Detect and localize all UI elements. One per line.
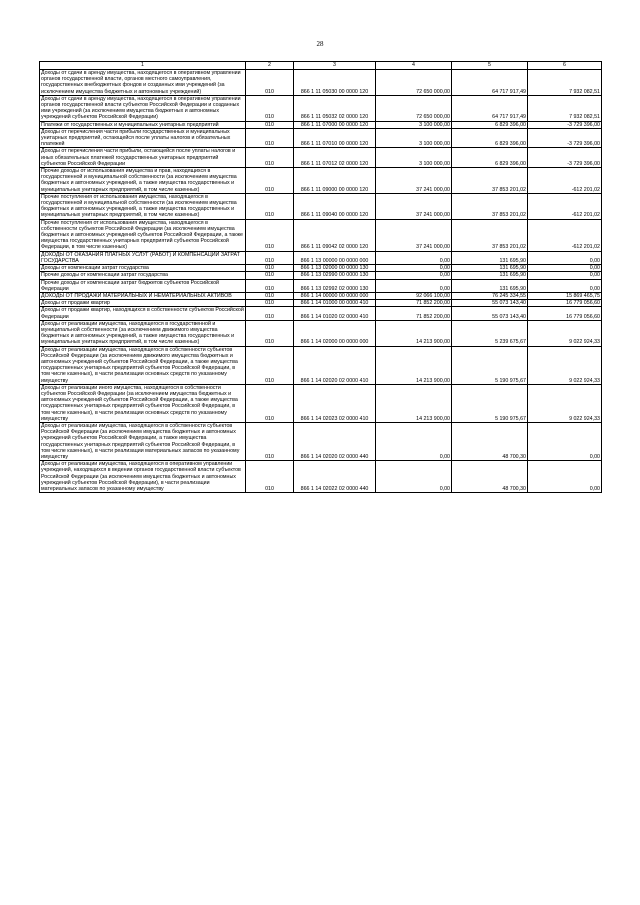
unexecuted-amount-cell: 0,00 [528, 422, 602, 460]
line-code-cell: 010 [246, 307, 294, 320]
indicator-name-cell: ДОХОДЫ ОТ ОКАЗАНИЯ ПЛАТНЫХ УСЛУГ (РАБОТ) И КОМПЕНСАЦИИ ЗАТРАТ ГОСУДАРСТВА [40, 251, 246, 264]
revenue-code-cell: 866 1 14 02020 02 0000 440 [294, 422, 376, 460]
revenue-code-cell: 866 1 14 01020 02 0000 410 [294, 307, 376, 320]
revenue-code-cell: 866 1 11 05030 00 0000 120 [294, 70, 376, 96]
line-code-cell: 010 [246, 461, 294, 493]
executed-amount-cell: 64 717 917,49 [452, 70, 528, 96]
table-row [40, 148, 602, 168]
approved-plan-cell: 14 213 900,00 [376, 384, 452, 422]
unexecuted-amount-cell: 9 022 924,33 [528, 320, 602, 346]
column-header: 4 [376, 62, 452, 70]
line-code-cell: 010 [246, 272, 294, 279]
approved-plan-cell: 0,00 [376, 279, 452, 292]
unexecuted-amount-cell: 0,00 [528, 272, 602, 279]
revenue-table [39, 61, 602, 493]
unexecuted-amount-cell: 0,00 [528, 279, 602, 292]
approved-plan-cell: 14 213 900,00 [376, 346, 452, 384]
executed-amount-cell: 37 853 201,02 [452, 168, 528, 194]
line-code-cell: 010 [246, 292, 294, 299]
table-row [40, 422, 602, 460]
approved-plan-cell: 72 650 000,00 [376, 95, 452, 121]
approved-plan-cell: 0,00 [376, 461, 452, 493]
table-row [40, 346, 602, 384]
executed-amount-cell: 131 695,90 [452, 251, 528, 264]
approved-plan-cell: 14 213 900,00 [376, 320, 452, 346]
approved-plan-cell: 0,00 [376, 265, 452, 272]
executed-amount-cell: 5 190 975,67 [452, 346, 528, 384]
line-code-cell: 010 [246, 219, 294, 251]
line-code-cell: 010 [246, 70, 294, 96]
revenue-code-cell: 866 1 14 02020 02 0000 410 [294, 346, 376, 384]
table-row [40, 300, 602, 307]
line-code-cell: 010 [246, 95, 294, 121]
approved-plan-cell: 72 650 000,00 [376, 70, 452, 96]
unexecuted-amount-cell: 9 022 924,33 [528, 384, 602, 422]
approved-plan-cell: 3 100 000,00 [376, 148, 452, 168]
table-row [40, 121, 602, 128]
approved-plan-cell: 0,00 [376, 422, 452, 460]
indicator-name-cell: Доходы от перечисления части прибыли, остающейся после уплаты налогов и иных обязательных платежей государственных унитарных предприятий субъектов Российской Федерации [40, 148, 246, 168]
table-row [40, 168, 602, 194]
approved-plan-cell: 0,00 [376, 272, 452, 279]
line-code-cell: 010 [246, 121, 294, 128]
line-code-cell: 010 [246, 128, 294, 148]
unexecuted-amount-cell: 7 932 082,51 [528, 70, 602, 96]
page-number: 28 [316, 40, 324, 48]
revenue-code-cell: 866 1 14 02023 02 0000 410 [294, 384, 376, 422]
executed-amount-cell: 131 695,90 [452, 279, 528, 292]
unexecuted-amount-cell: 15 869 465,75 [528, 292, 602, 299]
approved-plan-cell: 3 100 000,00 [376, 128, 452, 148]
executed-amount-cell: 55 073 143,40 [452, 307, 528, 320]
table-header-row [40, 62, 602, 70]
revenue-code-cell: 866 1 13 02990 00 0000 130 [294, 272, 376, 279]
executed-amount-cell: 6 829 396,00 [452, 148, 528, 168]
executed-amount-cell: 37 853 201,02 [452, 219, 528, 251]
indicator-name-cell: Доходы от реализации имущества, находящегося в государственной и муниципальной собственности (за исключением движимого имущества бюджетных и автономных учреждений, а также имущества государственных и муниципальных унитарных предприятий, в том числе казенных) [40, 320, 246, 346]
executed-amount-cell: 76 245 334,55 [452, 292, 528, 299]
revenue-code-cell: 866 1 11 09042 02 0000 120 [294, 219, 376, 251]
table-row [40, 461, 602, 493]
executed-amount-cell: 64 717 917,49 [452, 95, 528, 121]
line-code-cell: 010 [246, 320, 294, 346]
table-row [40, 272, 602, 279]
line-code-cell: 010 [246, 346, 294, 384]
table-row [40, 128, 602, 148]
approved-plan-cell: 0,00 [376, 251, 452, 264]
column-header: 1 [40, 62, 246, 70]
indicator-name-cell: Прочие доходы от компенсации затрат бюджетов субъектов Российской Федерации [40, 279, 246, 292]
revenue-code-cell: 866 1 11 05032 02 0000 120 [294, 95, 376, 121]
column-header: 3 [294, 62, 376, 70]
indicator-name-cell: Доходы от продажи квартир, находящихся в собственности субъектов Российской Федерации [41, 307, 244, 320]
line-code-cell: 010 [246, 279, 294, 292]
line-code-cell: 010 [246, 251, 294, 264]
executed-amount-cell: 5 190 975,67 [452, 384, 528, 422]
indicator-name-cell: Платежи от государственных и муниципальных унитарных предприятий [40, 121, 246, 128]
revenue-code-cell: 866 1 11 09000 00 0000 120 [294, 168, 376, 194]
column-header: 6 [528, 62, 602, 70]
indicator-name-cell: Доходы от реализации имущества, находящегося в собственности субъектов Российской Федерации (за исключением имущества бюджетных и автономных учреждений субъектов Российской Федерации, а также имущества государственных унитарных предприятий субъектов Российской Федерации, в том числе казенных), в части реализации материальных запасов по указанному имуществу [40, 422, 246, 460]
line-code-cell: 010 [246, 265, 294, 272]
unexecuted-amount-cell: -612 201,02 [528, 168, 602, 194]
indicator-name-cell: Доходы от сдачи в аренду имущества, находящегося в оперативном управлении органов государственной власти, органов местного самоуправления, государственных внебюджетных фондов и созданных ими учреждений (за исключением имущества бюджетных и автономных учреждений) [40, 70, 246, 96]
approved-plan-cell: 71 852 200,00 [376, 307, 452, 320]
executed-amount-cell: 6 829 396,00 [452, 128, 528, 148]
executed-amount-cell: 37 853 201,02 [452, 193, 528, 219]
executed-amount-cell: 131 695,90 [452, 265, 528, 272]
unexecuted-amount-cell: 0,00 [528, 461, 602, 493]
approved-plan-cell: 92 066 100,00 [376, 292, 452, 299]
column-header: 2 [246, 62, 294, 70]
table-body [40, 70, 602, 493]
table-row [40, 70, 602, 96]
table-row [40, 292, 602, 299]
approved-plan-cell: 37 241 000,00 [376, 219, 452, 251]
revenue-code-cell: 866 1 14 02022 02 0000 440 [294, 461, 376, 493]
line-code-cell: 010 [246, 193, 294, 219]
indicator-name-cell: Доходы от перечисления части прибыли государственных и муниципальных унитарных предприятий, остающейся после уплаты налогов и обязательных платежей [40, 128, 246, 148]
table-row [40, 384, 602, 422]
line-code-cell: 010 [246, 422, 294, 460]
indicator-name-cell: Доходы от реализации иного имущества, находящегося в собственности субъектов Российской Федерации (за исключением имущества бюджетных и автономных учреждений субъектов Российской Федерации, а также имущества государственных унитарных предприятий субъектов Российской Федерации, в том числе казенных), в части реализации основных средств по указанному имуществу [40, 384, 246, 422]
approved-plan-cell: 37 241 000,00 [376, 168, 452, 194]
table-row [40, 95, 602, 121]
revenue-code-cell: 866 1 11 07010 00 0000 120 [294, 128, 376, 148]
approved-plan-cell: 3 100 000,00 [376, 121, 452, 128]
revenue-code-cell: 866 1 13 02992 02 0000 130 [294, 279, 376, 292]
unexecuted-amount-cell: -612 201,02 [528, 193, 602, 219]
unexecuted-amount-cell: -3 729 396,00 [528, 121, 602, 128]
indicator-name-cell: Доходы от компенсации затрат государства [40, 265, 246, 272]
unexecuted-amount-cell: -3 729 396,00 [528, 128, 602, 148]
unexecuted-amount-cell: 0,00 [528, 251, 602, 264]
revenue-code-cell: 866 1 13 00000 00 0000 000 [294, 251, 376, 264]
revenue-code-cell: 866 1 13 02000 00 0000 130 [294, 265, 376, 272]
table-row [40, 279, 602, 292]
table-row [40, 265, 602, 272]
unexecuted-amount-cell: -612 201,02 [528, 219, 602, 251]
line-code-cell: 010 [246, 148, 294, 168]
unexecuted-amount-cell: 9 022 924,33 [528, 346, 602, 384]
indicator-name-cell: Прочие поступления от использования имущества, находящегося в государственной и муниципальной собственности (за исключением имущества бюджетных и автономных учреждений, а также имущества государственных и муниципальных унитарных предприятий, в том числе казенных) [40, 193, 246, 219]
table-row [40, 193, 602, 219]
table-row [40, 307, 602, 320]
indicator-name-cell: Доходы от продажи квартир [40, 300, 246, 307]
unexecuted-amount-cell: 16 779 056,60 [528, 300, 602, 307]
executed-amount-cell: 48 700,30 [452, 422, 528, 460]
indicator-name-cell: Прочие доходы от компенсации затрат государства [40, 272, 246, 279]
indicator-name-cell: ДОХОДЫ ОТ ПРОДАЖИ МАТЕРИАЛЬНЫХ И НЕМАТЕРИАЛЬНЫХ АКТИВОВ [40, 292, 246, 299]
table-row [40, 251, 602, 264]
indicator-name-cell: Доходы от реализации имущества, находящегося в собственности субъектов Российской Федерации (за исключением движимого имущества бюджетных и автономных учреждений субъектов Российской Федерации, а также имущества государственных унитарных предприятий субъектов Российской Федерации, в том числе казенных), в части реализации основных средств по указанному имуществу [40, 346, 246, 384]
revenue-code-cell: 866 1 14 01000 00 0000 410 [294, 300, 376, 307]
unexecuted-amount-cell: 7 932 082,51 [528, 95, 602, 121]
unexecuted-amount-cell: -3 729 396,00 [528, 148, 602, 168]
table-row [40, 219, 602, 251]
revenue-code-cell: 866 1 14 00000 00 0000 000 [294, 292, 376, 299]
column-header: 5 [452, 62, 528, 70]
indicator-name-cell: Доходы от реализации имущества, находящегося в оперативном управлении учреждений, находящихся в ведении органов государственной власти субъектов Российской Федерации (за исключением имущества бюджетных и автономных учреждений субъектов Российской Федерации), в части реализации материальных запасов по указанному имуществу [40, 461, 246, 493]
line-code-cell: 010 [246, 168, 294, 194]
indicator-name-cell: Доходы от сдачи в аренду имущества, находящегося в оперативном управлении органов государственной власти субъектов Российской Федерации и созданных ими учреждений (за исключением имущества бюджетных и автономных учреждений субъектов Российской Федерации) [40, 95, 246, 121]
table-row [40, 320, 602, 346]
executed-amount-cell: 5 239 675,67 [452, 320, 528, 346]
unexecuted-amount-cell: 0,00 [528, 265, 602, 272]
indicator-name-cell: Прочие поступления от использования имущества, находящегося в собственности субъектов Российской Федерации (за исключением имущества бюджетных и автономных учреждений субъектов Российской Федерации, а также имущества государственных унитарных предприятий субъектов Российской Федерации, в том числе казенных) [40, 219, 246, 251]
approved-plan-cell: 71 852 200,00 [376, 300, 452, 307]
executed-amount-cell: 48 700,30 [452, 461, 528, 493]
line-code-cell: 010 [246, 300, 294, 307]
revenue-code-cell: 866 1 11 07000 00 0000 120 [294, 121, 376, 128]
unexecuted-amount-cell: 16 779 056,60 [528, 307, 602, 320]
approved-plan-cell: 37 241 000,00 [376, 193, 452, 219]
revenue-code-cell: 866 1 11 09040 00 0000 120 [294, 193, 376, 219]
executed-amount-cell: 131 695,90 [452, 272, 528, 279]
revenue-code-cell: 866 1 14 02000 00 0000 000 [294, 320, 376, 346]
indicator-name-cell: Прочие доходы от использования имущества и прав, находящихся в государственной и муниципальной собственности (за исключением имущества бюджетных и автономных учреждений, а также имущества государственных и муниципальных унитарных предприятий, в том числе казенных) [40, 168, 246, 194]
line-code-cell: 010 [246, 384, 294, 422]
revenue-code-cell: 866 1 11 07012 02 0000 120 [294, 148, 376, 168]
executed-amount-cell: 6 829 396,00 [452, 121, 528, 128]
executed-amount-cell: 55 073 143,40 [452, 300, 528, 307]
